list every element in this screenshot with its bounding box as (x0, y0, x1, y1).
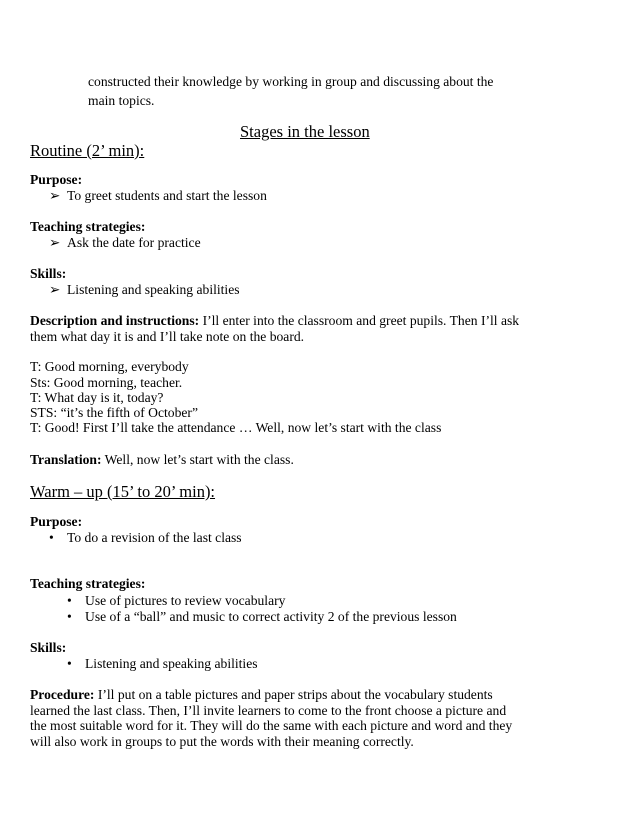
arrow-bullet-icon: ➢ (49, 282, 61, 297)
dialogue-line: T: Good morning, everybody (30, 359, 189, 374)
dot-bullet-icon: • (49, 530, 54, 545)
routine-skills-label: Skills: (30, 266, 67, 281)
routine-description-line-2: them what day it is and I’ll take note on the board. (30, 329, 305, 344)
procedure-label: Procedure: (30, 687, 95, 702)
routine-description-line-1 (30, 313, 519, 329)
dialogue-line: Sts: Good morning, teacher. (30, 375, 183, 390)
translation-label: Translation: (30, 452, 102, 467)
routine-strategies-label: Teaching strategies: (30, 219, 146, 234)
procedure-line-3: the most suitable word for it. They will do the same with each picture and word and they (30, 718, 513, 733)
arrow-bullet-icon: ➢ (49, 188, 61, 203)
routine-purpose-label: Purpose: (30, 172, 83, 187)
procedure-line-1 (30, 687, 493, 703)
translation-line (30, 452, 294, 468)
procedure-line-4: will also work in groups to put the words with their meaning correctly. (30, 734, 414, 749)
procedure-text-1: I’ll put on a table pictures and paper strips about the vocabulary students (97, 687, 493, 702)
routine-strategies-text: Ask the date for practice (67, 235, 201, 250)
translation-text: Well, now let’s start with the class. (104, 452, 294, 467)
dialogue-line: T: What day is it, today? (30, 390, 164, 405)
warmup-heading: Warm – up (15’ to 20’ min): (30, 482, 216, 501)
warmup-purpose-label: Purpose: (30, 514, 83, 529)
dot-bullet-icon: • (67, 593, 72, 608)
routine-description-text-1: I’ll enter into the classroom and greet pupils. Then I’ll ask (202, 313, 520, 328)
warmup-strategies-text: Use of pictures to review vocabulary (85, 593, 286, 608)
arrow-bullet-icon: ➢ (49, 235, 61, 250)
dialogue-line: STS: “it’s the fifth of October” (30, 405, 198, 420)
dialogue-line: T: Good! First I’ll take the attendance … Well, now let’s start with the class (30, 420, 442, 435)
routine-heading: Routine (2’ min): (30, 141, 145, 160)
intro-line-1: constructed their knowledge by working in group and discussing about the (88, 74, 494, 89)
stages-title: Stages in the lesson (240, 122, 370, 141)
intro-line-2: main topics. (88, 93, 155, 108)
routine-description-label: Description and instructions: (30, 313, 200, 328)
warmup-strategies-label: Teaching strategies: (30, 576, 146, 591)
procedure-line-2: learned the last class. Then, I’ll invite learners to come to the front choose a picture and (30, 703, 507, 718)
dot-bullet-icon: • (67, 656, 72, 671)
routine-purpose-text: To greet students and start the lesson (67, 188, 267, 203)
warmup-purpose-text: To do a revision of the last class (67, 530, 242, 545)
warmup-skills-text: Listening and speaking abilities (85, 656, 258, 671)
warmup-skills-label: Skills: (30, 640, 67, 655)
warmup-strategies-text: Use of a “ball” and music to correct activity 2 of the previous lesson (85, 609, 457, 624)
routine-skills-text: Listening and speaking abilities (67, 282, 240, 297)
dot-bullet-icon: • (67, 609, 72, 624)
